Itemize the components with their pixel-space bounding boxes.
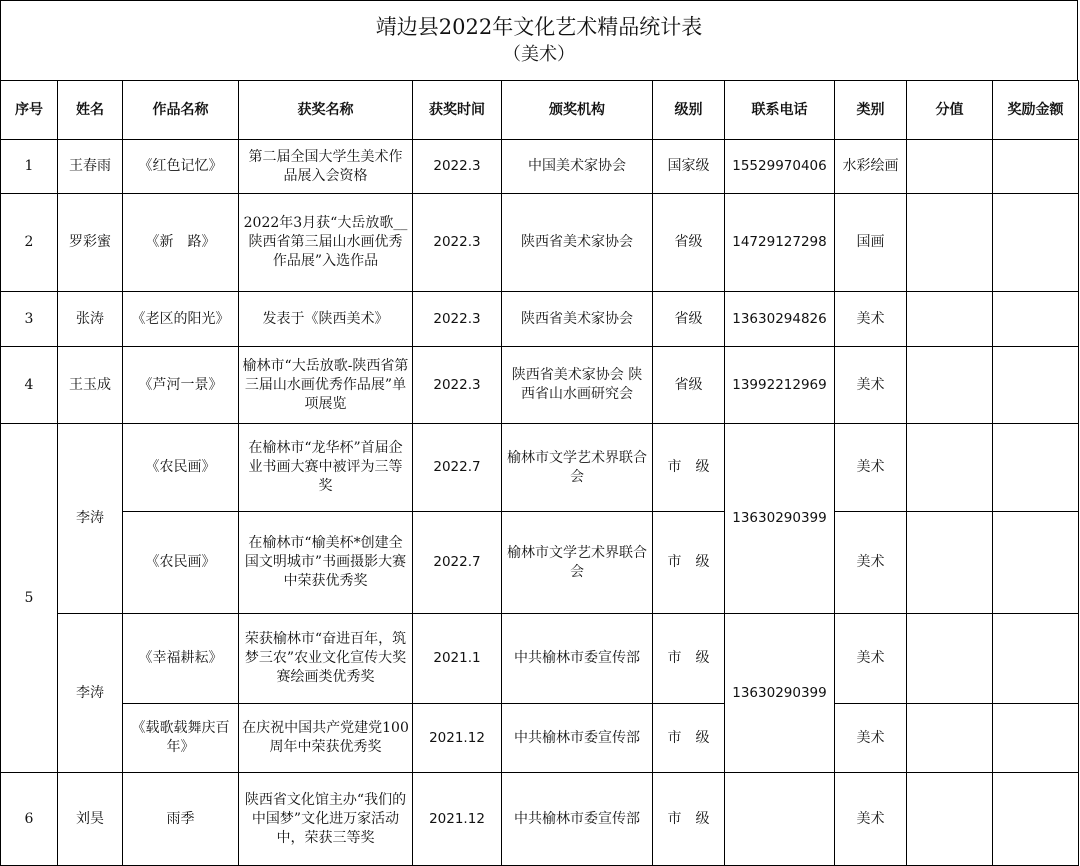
cell-score [907,347,993,424]
cell-org: 榆林市文学艺术界联合会 [502,512,653,614]
table-row [1,347,1079,424]
cell-score [907,292,993,347]
cell-phone: 13630290399 [725,424,835,614]
cell-reward [993,512,1079,614]
cell-phone [725,773,835,866]
cell-no: 6 [1,773,58,866]
header-no: 序号 [1,81,58,140]
cell-phone: 14729127298 [725,194,835,292]
cell-level: 市 级 [653,614,725,704]
header-score: 分值 [907,81,993,140]
cell-level: 国家级 [653,140,725,194]
cell-work: 《载歌载舞庆百年》 [123,704,239,773]
header-time: 获奖时间 [413,81,502,140]
table-row [1,512,1079,614]
cell-score [907,614,993,704]
cell-score [907,194,993,292]
cell-time: 2022.3 [413,292,502,347]
cell-category: 美术 [835,424,907,512]
cell-org: 陕西省美术家协会 [502,292,653,347]
cell-reward [993,704,1079,773]
cell-work: 《红色记忆》 [123,140,239,194]
table-row [1,704,1079,773]
cell-time: 2021.12 [413,704,502,773]
cell-no: 2 [1,194,58,292]
cell-level: 市 级 [653,704,725,773]
cell-time: 2022.3 [413,140,502,194]
cell-award: 榆林市“大岳放歌-陕西省第三届山水画优秀作品展”单项展览 [239,347,413,424]
cell-category: 水彩绘画 [835,140,907,194]
table-row [1,140,1079,194]
cell-org: 中共榆林市委宣传部 [502,704,653,773]
cell-category: 美术 [835,292,907,347]
cell-time: 2022.7 [413,424,502,512]
cell-org: 陕西省美术家协会 陕西省山水画研究会 [502,347,653,424]
cell-level: 省级 [653,292,725,347]
cell-org: 中国美术家协会 [502,140,653,194]
cell-award: 荣获榆林市“奋进百年，筑梦三农”农业文化宣传大奖赛绘画类优秀奖 [239,614,413,704]
cell-level: 市 级 [653,773,725,866]
cell-award: 在庆祝中国共产党建党100周年中荣获优秀奖 [239,704,413,773]
cell-no: 3 [1,292,58,347]
cell-time: 2022.3 [413,347,502,424]
cell-org: 榆林市文学艺术界联合会 [502,424,653,512]
cell-level: 市 级 [653,424,725,512]
cell-org: 中共榆林市委宣传部 [502,614,653,704]
cell-reward [993,424,1079,512]
cell-name: 刘昊 [58,773,123,866]
cell-award: 在榆林市“榆美杯*创建全国文明城市”书画摄影大赛中荣获优秀奖 [239,512,413,614]
cell-time: 2022.7 [413,512,502,614]
cell-work: 《老区的阳光》 [123,292,239,347]
cell-no: 5 [1,424,58,773]
cell-level: 省级 [653,347,725,424]
cell-reward [993,347,1079,424]
cell-name: 罗彩蜜 [58,194,123,292]
table-row [1,194,1079,292]
cell-phone: 13992212969 [725,347,835,424]
header-row [1,81,1079,140]
cell-no: 1 [1,140,58,194]
cell-category: 美术 [835,614,907,704]
cell-time: 2021.1 [413,614,502,704]
header-reward: 奖励金额 [993,81,1079,140]
cell-award: 发表于《陕西美术》 [239,292,413,347]
header-level: 级别 [653,81,725,140]
title-block [0,0,1078,81]
header-phone: 联系电话 [725,81,835,140]
cell-reward [993,140,1079,194]
cell-time: 2022.3 [413,194,502,292]
cell-work: 《农民画》 [123,424,239,512]
cell-award: 2022年3月获“大岳放歌__陕西省第三届山水画优秀作品展”入选作品 [239,194,413,292]
cell-award: 陕西省文化馆主办“我们的中国梦”文化进万家活动中，荣获三等奖 [239,773,413,866]
cell-reward [993,194,1079,292]
cell-reward [993,773,1079,866]
cell-work: 《芦河一景》 [123,347,239,424]
cell-org: 陕西省美术家协会 [502,194,653,292]
header-name: 姓名 [58,81,123,140]
table-row [1,614,1079,704]
cell-phone: 13630294826 [725,292,835,347]
cell-level: 省级 [653,194,725,292]
cell-name: 王玉成 [58,347,123,424]
cell-name: 李涛 [58,614,123,773]
cell-work: 雨季 [123,773,239,866]
cell-category: 美术 [835,347,907,424]
cell-phone: 13630290399 [725,614,835,773]
cell-phone: 15529970406 [725,140,835,194]
table-row [1,292,1079,347]
cell-score [907,424,993,512]
cell-score [907,704,993,773]
cell-score [907,773,993,866]
page-title: 靖边县2022年文化艺术精品统计表 [375,14,703,39]
header-award: 获奖名称 [239,81,413,140]
cell-reward [993,292,1079,347]
cell-name: 王春雨 [58,140,123,194]
header-org: 颁奖机构 [502,81,653,140]
header-work: 作品名称 [123,81,239,140]
cell-award: 第二届全国大学生美术作品展入会资格 [239,140,413,194]
cell-reward [993,614,1079,704]
cell-work: 《新 路》 [123,194,239,292]
cell-name: 张涛 [58,292,123,347]
cell-score [907,140,993,194]
table-row [1,424,1079,512]
cell-category: 美术 [835,512,907,614]
cell-org: 中共榆林市委宣传部 [502,773,653,866]
cell-category: 美术 [835,773,907,866]
cell-name: 李涛 [58,424,123,614]
cell-category: 美术 [835,704,907,773]
cell-level: 市 级 [653,512,725,614]
table-row [1,773,1079,866]
cell-award: 在榆林市“龙华杯”首届企业书画大赛中被评为三等奖 [239,424,413,512]
cell-work: 《幸福耕耘》 [123,614,239,704]
cell-no: 4 [1,347,58,424]
page-subtitle: （美术） [503,43,575,65]
cell-time: 2021.12 [413,773,502,866]
header-category: 类别 [835,81,907,140]
cell-score [907,512,993,614]
awards-table [0,80,1079,866]
cell-category: 国画 [835,194,907,292]
cell-work: 《农民画》 [123,512,239,614]
